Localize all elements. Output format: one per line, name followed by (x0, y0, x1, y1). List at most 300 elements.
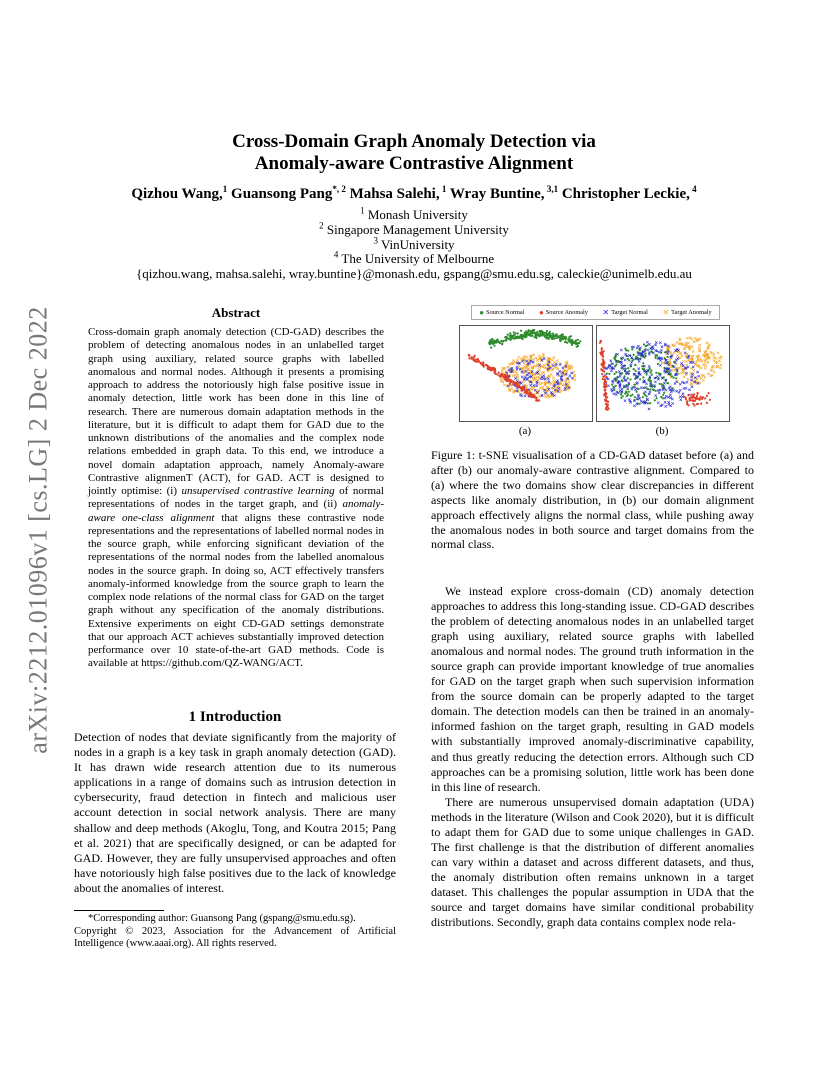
target-anomaly-point (699, 344, 701, 346)
target-normal-point (657, 402, 659, 404)
target-anomaly-point (691, 346, 693, 348)
source-normal-point (577, 339, 579, 341)
target-normal-point (628, 398, 630, 400)
source-anomaly-point (685, 398, 687, 400)
author-affiliation-marker: 4 (689, 184, 697, 194)
source-normal-point (642, 376, 644, 378)
source-normal-point (634, 364, 636, 366)
source-normal-point (569, 341, 571, 343)
source-anomaly-point (604, 389, 606, 391)
corresponding-author-footnote: *Corresponding author: Guansong Pang (gspang@smu.edu.sg). (88, 913, 356, 924)
target-normal-point (690, 379, 692, 381)
source-anomaly-point (498, 372, 500, 374)
source-normal-point (509, 332, 511, 334)
source-normal-point (628, 391, 630, 393)
source-normal-point (554, 337, 556, 339)
affiliation-item (0, 205, 828, 223)
source-anomaly-point (708, 392, 710, 394)
source-normal-point (627, 388, 629, 390)
author-emails: {qizhou.wang, mahsa.salehi, wray.buntine}@monash.edu, gspang@smu.edu.sg, caleckie@unimelb.edu.au (136, 266, 692, 281)
target-normal-point (630, 361, 632, 363)
target-anomaly-point (707, 373, 709, 375)
target-anomaly-point (566, 388, 568, 390)
source-normal-point (536, 334, 538, 336)
source-anomaly-point (606, 406, 608, 408)
abstract-emphasis: unsupervised contrastive learning (181, 485, 335, 497)
footnote-rule (74, 910, 164, 911)
source-anomaly-point (602, 376, 604, 378)
footnote (74, 913, 396, 951)
source-normal-point (627, 367, 629, 369)
source-anomaly-point (528, 392, 530, 394)
target-anomaly-point (720, 364, 722, 366)
target-anomaly-point (538, 382, 540, 384)
arxiv-identifier-text: arXiv:2212.01096v1 [cs.LG] 2 Dec 2022 (24, 306, 54, 754)
target-normal-point (663, 382, 665, 384)
source-normal-point (530, 333, 532, 335)
legend-item (479, 309, 524, 317)
target-normal-point (654, 381, 656, 383)
target-normal-point (679, 395, 681, 397)
source-normal-point (670, 373, 672, 375)
source-normal-point (505, 337, 507, 339)
source-anomaly-point (689, 398, 691, 400)
source-normal-point (517, 332, 519, 334)
source-anomaly-point (601, 348, 603, 350)
target-normal-point (670, 405, 672, 407)
abstract-text-part: Cross-domain graph anomaly detection (CD-GAD) describes the problem of detecting anomalous nodes in an unlabelled target graph using auxiliary, related source graphs with labelled anomalous and normal nodes. Although it presents a promising approach to address the notoriously high false positive issue in anomaly detection, little work has been done in this line of research. There are numerous domain adaptation methods in the literature, but it is difficult to adapt them for GAD due to the unknown distributions of the anomalies and the complex node relations embedded in graph data. To this end, we introduce a novel domain adaptation approach, namely Anomaly-aware Contrastive alignmenT (ACT), for GAD. ACT is designed to jointly optimise: (i) (88, 326, 384, 497)
source-normal-point (542, 333, 544, 335)
target-anomaly-point (518, 365, 520, 367)
source-normal-point (646, 395, 648, 397)
target-anomaly-point (694, 337, 696, 339)
source-normal-point (633, 368, 635, 370)
source-anomaly-point (601, 373, 603, 375)
target-anomaly-point (503, 384, 505, 386)
source-normal-point (662, 394, 664, 396)
source-anomaly-point (532, 396, 534, 398)
target-anomaly-point (676, 341, 678, 343)
target-normal-point (615, 393, 617, 395)
source-normal-point (505, 339, 507, 341)
target-normal-point (680, 398, 682, 400)
source-normal-point (510, 334, 512, 336)
source-anomaly-point (509, 383, 511, 385)
section-heading-introduction: 1 Introduction (188, 709, 282, 725)
target-anomaly-point (512, 374, 514, 376)
target-normal-point (648, 408, 650, 410)
source-normal-point (496, 339, 498, 341)
target-anomaly-point (683, 376, 685, 378)
source-anomaly-point (468, 355, 470, 357)
tsne-panel-before (459, 325, 593, 422)
author-name: Wray Buntine, (446, 186, 545, 202)
source-normal-point (574, 341, 576, 343)
target-normal-point (658, 392, 660, 394)
target-anomaly-point (556, 360, 558, 362)
legend-item (603, 309, 648, 317)
source-anomaly-point (604, 379, 606, 381)
target-normal-point (654, 344, 656, 346)
legend-item (539, 309, 588, 317)
source-anomaly-point (524, 389, 526, 391)
source-normal-point (633, 354, 635, 356)
source-normal-point (577, 345, 579, 347)
source-anomaly-point (486, 365, 488, 367)
target-normal-point (679, 383, 681, 385)
target-normal-point (664, 401, 666, 403)
affiliation-text: VinUniversity (377, 236, 455, 252)
source-anomaly-point (525, 392, 527, 394)
source-anomaly-point (693, 396, 695, 398)
target-anomaly-point (500, 380, 502, 382)
source-normal-point (611, 384, 613, 386)
author-name: Mahsa Salehi, (345, 186, 440, 202)
source-normal-point (507, 334, 509, 336)
target-anomaly-point (680, 352, 682, 354)
source-normal-point (613, 373, 615, 375)
affiliation-marker: 4 (333, 250, 339, 261)
source-normal-point (655, 390, 657, 392)
source-normal-point (644, 394, 646, 396)
legend-marker: ● (538, 307, 544, 317)
source-anomaly-point (602, 361, 604, 363)
source-normal-point (650, 380, 652, 382)
legend-label: Source Normal (486, 309, 525, 316)
source-normal-point (531, 335, 533, 337)
source-normal-point (608, 373, 610, 375)
source-anomaly-point (471, 358, 473, 360)
target-anomaly-point (677, 354, 679, 356)
source-anomaly-point (501, 375, 503, 377)
source-anomaly-point (497, 374, 499, 376)
target-normal-point (611, 390, 613, 392)
source-anomaly-point (507, 380, 509, 382)
target-anomaly-point (532, 354, 534, 356)
target-anomaly-point (702, 379, 704, 381)
source-normal-point (649, 402, 651, 404)
source-anomaly-point (505, 374, 507, 376)
target-anomaly-point (678, 372, 680, 374)
source-anomaly-point (535, 398, 537, 400)
source-normal-point (520, 330, 522, 332)
source-anomaly-point (704, 397, 706, 399)
source-normal-point (642, 362, 644, 364)
source-anomaly-point (602, 378, 604, 380)
source-normal-point (551, 338, 553, 340)
target-normal-point (678, 391, 680, 393)
author-name: Qizhou Wang, (131, 186, 223, 202)
legend-item (662, 309, 711, 317)
source-normal-point (624, 393, 626, 395)
source-normal-point (545, 332, 547, 334)
source-normal-point (634, 396, 636, 398)
target-normal-point (638, 397, 640, 399)
source-anomaly-point (706, 395, 708, 397)
source-normal-point (675, 377, 677, 379)
source-normal-point (564, 341, 566, 343)
target-normal-point (645, 386, 647, 388)
source-normal-point (534, 333, 536, 335)
legend-label: Target Normal (611, 309, 648, 316)
target-normal-point (633, 386, 635, 388)
target-normal-point (636, 382, 638, 384)
affiliation-marker: 3 (373, 235, 378, 246)
target-anomaly-point (717, 352, 719, 354)
paper-title-line-1: Cross-Domain Graph Anomaly Detection via (232, 131, 596, 152)
legend-label: Target Anomaly (671, 309, 712, 316)
source-normal-point (672, 387, 674, 389)
target-normal-point (660, 349, 662, 351)
target-normal-point (624, 359, 626, 361)
target-normal-point (534, 389, 536, 391)
target-anomaly-point (700, 377, 702, 379)
source-normal-point (513, 337, 515, 339)
target-normal-point (530, 384, 532, 386)
target-normal-point (648, 365, 650, 367)
source-normal-point (625, 349, 627, 351)
target-normal-point (644, 391, 646, 393)
affiliation-marker: 1 (360, 205, 365, 216)
target-anomaly-point (673, 352, 675, 354)
target-normal-point (638, 360, 640, 362)
source-normal-point (656, 397, 658, 399)
source-anomaly-point (600, 340, 602, 342)
source-anomaly-point (693, 393, 695, 395)
source-normal-point (655, 372, 657, 374)
target-normal-point (610, 360, 612, 362)
source-normal-point (503, 340, 505, 342)
source-normal-point (546, 330, 548, 332)
affiliation-item (0, 252, 828, 267)
source-normal-point (659, 383, 661, 385)
target-normal-point (541, 394, 543, 396)
source-anomaly-point (605, 376, 607, 378)
source-anomaly-point (701, 398, 703, 400)
target-normal-point (620, 349, 622, 351)
source-normal-point (641, 365, 643, 367)
target-anomaly-point (538, 354, 540, 356)
target-anomaly-point (553, 356, 555, 358)
source-anomaly-point (491, 368, 493, 370)
source-normal-point (519, 336, 521, 338)
source-normal-point (633, 384, 635, 386)
target-anomaly-point (516, 359, 518, 361)
source-anomaly-point (479, 362, 481, 364)
legend-label: Source Anomaly (545, 309, 588, 316)
target-anomaly-point (573, 371, 575, 373)
source-normal-point (552, 335, 554, 337)
target-normal-point (646, 341, 648, 343)
paragraph: Detection of nodes that deviate significantly from the majority of nodes in a graph is a key task in graph anomaly detection (GAD). It has drawn wide research attention due to its numerous applications in a range of domains such as intrusion detection in cybersecurity, fraud detection in fintech and malicious user account detection in social network analysis. There are many shallow and deep methods (Akoglu, Tong, and Koutra 2015; Pang et al. 2021) that are specifically designed, or can be adapted for GAD. However, they are fully unsupervised approaches and often have notoriously high false positives due to the lack of knowledge about the anomalies of interest. (74, 730, 396, 895)
source-normal-point (510, 338, 512, 340)
target-anomaly-point (568, 364, 570, 366)
source-normal-point (649, 371, 651, 373)
source-normal-point (525, 332, 527, 334)
tsne-scatter-after (597, 326, 729, 421)
target-anomaly-point (697, 357, 699, 359)
target-normal-point (544, 378, 546, 380)
target-anomaly-point (719, 367, 721, 369)
source-anomaly-point (696, 403, 698, 405)
target-anomaly-point (693, 340, 695, 342)
source-anomaly-point (475, 359, 477, 361)
source-normal-point (635, 356, 637, 358)
author-affiliation-marker: 1 (222, 184, 228, 194)
target-anomaly-point (685, 342, 687, 344)
target-normal-point (559, 363, 561, 365)
source-normal-point (649, 388, 651, 390)
source-anomaly-point (507, 375, 509, 377)
target-anomaly-point (696, 360, 698, 362)
source-normal-point (524, 334, 526, 336)
figure-1-caption: Figure 1: t-SNE visualisation of a CD-GAD dataset before (a) and after (b) our anomaly-aware contrastive alignment. Compared to (a) where the two domains show clear discrepancies in different aspects like anomaly distribution, in (b) our domain alignment approach effectively aligns the normal class, while pushing away the anomalous nodes in both source and target domains from the normal class. (431, 448, 754, 552)
figure-legend (471, 305, 720, 320)
source-normal-point (631, 394, 633, 396)
source-normal-point (499, 342, 501, 344)
target-anomaly-point (550, 373, 552, 375)
target-anomaly-point (517, 356, 519, 358)
target-anomaly-point (517, 378, 519, 380)
source-normal-point (494, 345, 496, 347)
target-normal-point (647, 349, 649, 351)
target-normal-point (633, 405, 635, 407)
source-anomaly-point (477, 361, 479, 363)
source-normal-point (489, 341, 491, 343)
abstract-emphasis: anomaly-aware one-class alignment (88, 498, 384, 524)
source-normal-point (660, 396, 662, 398)
tsne-panel-after (596, 325, 730, 422)
target-normal-point (682, 393, 684, 395)
source-normal-point (657, 363, 659, 365)
target-anomaly-point (671, 369, 673, 371)
target-normal-point (521, 376, 523, 378)
target-anomaly-point (543, 364, 545, 366)
target-anomaly-point (574, 379, 576, 381)
target-normal-point (541, 359, 543, 361)
target-anomaly-point (682, 360, 684, 362)
target-normal-point (669, 394, 671, 396)
target-normal-point (648, 343, 650, 345)
source-normal-point (566, 342, 568, 344)
source-anomaly-point (468, 357, 470, 359)
source-normal-point (673, 377, 675, 379)
source-normal-point (630, 395, 632, 397)
source-anomaly-point (512, 383, 514, 385)
source-anomaly-point (691, 394, 693, 396)
target-normal-point (525, 360, 527, 362)
source-normal-point (649, 367, 651, 369)
affiliation-text: Monash University (364, 207, 468, 222)
source-normal-point (577, 342, 579, 344)
source-anomaly-point (698, 399, 700, 401)
paragraph: There are numerous unsupervised domain adaptation (UDA) methods in the literature (Wilson and Cook 2020), but it is difficult to adapt them for GAD due to some unique challenges in GAD. The first challenge is that the distribution of different anomalies can vary within a dataset and across different datasets, and thus, the anomaly distribution often remains unknown in a target dataset. This challenges the popular assumption in UDA that the source and target domains have similar conditional probability distributions. Secondly, graph data contains complex node rela- (431, 794, 754, 930)
target-normal-point (685, 387, 687, 389)
target-anomaly-point (538, 395, 540, 397)
source-anomaly-point (604, 385, 606, 387)
source-anomaly-point (602, 359, 604, 361)
source-anomaly-point (473, 356, 475, 358)
target-anomaly-point (718, 360, 720, 362)
source-normal-point (646, 373, 648, 375)
source-anomaly-point (607, 404, 609, 406)
target-anomaly-point (713, 353, 715, 355)
source-normal-point (656, 354, 658, 356)
source-normal-point (631, 348, 633, 350)
source-anomaly-point (700, 403, 702, 405)
target-normal-point (638, 368, 640, 370)
target-anomaly-point (713, 371, 715, 373)
target-anomaly-point (701, 374, 703, 376)
source-normal-point (515, 332, 517, 334)
source-normal-point (635, 370, 637, 372)
source-normal-point (628, 359, 630, 361)
affiliation-item (0, 220, 828, 238)
source-normal-point (525, 330, 527, 332)
target-normal-point (667, 396, 669, 398)
affiliation-text: Singapore Management University (323, 221, 509, 237)
source-anomaly-point (706, 402, 708, 404)
source-normal-point (559, 339, 561, 341)
paragraph: We instead explore cross-domain (CD) anomaly detection approaches to address this long-standing issue. CD-GAD describes the problem of detecting anomalous nodes in an unlabelled target graph using auxiliary, related source graphs with labelled anomalous and normal nodes. The ground truth information in the source graph can provide important knowledge of true anomalies for GAD on the target graph when such supervision information from the source domain can be properly adapted to the target domain. The detection models can then be trained in an anomaly-informed fashion on the target graph, resulting in GAD models with substantially improved anomaly-discriminative capability, and thus greatly reducing the detection errors. Although such CD approaches can be a promising solution, little work has been done in this line of research. (431, 584, 754, 794)
affiliation-marker: 2 (319, 220, 324, 231)
target-anomaly-point (707, 361, 709, 363)
target-normal-point (532, 361, 534, 363)
target-normal-point (631, 346, 633, 348)
copyright-notice: Copyright © 2023, Association for the Advancement of Artificial Intelligence (www.aaai.org). All rights reserved. (74, 925, 396, 950)
legend-marker: ✕ (662, 307, 670, 317)
target-normal-point (692, 366, 694, 368)
source-normal-point (501, 343, 503, 345)
source-normal-point (654, 399, 656, 401)
target-normal-point (665, 389, 667, 391)
source-normal-point (614, 356, 616, 358)
panel-label-b: (b) (655, 425, 669, 437)
target-normal-point (679, 389, 681, 391)
source-normal-point (615, 385, 617, 387)
target-normal-point (659, 359, 661, 361)
source-normal-point (645, 345, 647, 347)
target-normal-point (672, 389, 674, 391)
source-anomaly-point (606, 396, 608, 398)
author-affiliation-marker: *, 2 (332, 184, 346, 194)
source-anomaly-point (493, 369, 495, 371)
abstract-text-part: of normal representations of nodes in the target graph, and (ii) (88, 485, 384, 511)
target-anomaly-point (698, 360, 700, 362)
author-affiliation-marker: 3,1 (544, 184, 559, 194)
target-normal-point (634, 388, 636, 390)
source-normal-point (636, 391, 638, 393)
target-normal-point (607, 384, 609, 386)
target-anomaly-point (541, 371, 543, 373)
source-anomaly-point (516, 383, 518, 385)
source-anomaly-point (699, 396, 701, 398)
source-anomaly-point (538, 399, 540, 401)
target-normal-point (665, 405, 667, 407)
target-normal-point (688, 389, 690, 391)
target-anomaly-point (542, 353, 544, 355)
author-list (0, 186, 828, 203)
target-anomaly-point (692, 350, 694, 352)
paper-title (0, 131, 828, 175)
target-normal-point (697, 375, 699, 377)
target-anomaly-point (507, 366, 509, 368)
target-anomaly-point (573, 375, 575, 377)
source-normal-point (625, 391, 627, 393)
source-anomaly-point (692, 399, 694, 401)
target-normal-point (624, 400, 626, 402)
source-normal-point (643, 343, 645, 345)
